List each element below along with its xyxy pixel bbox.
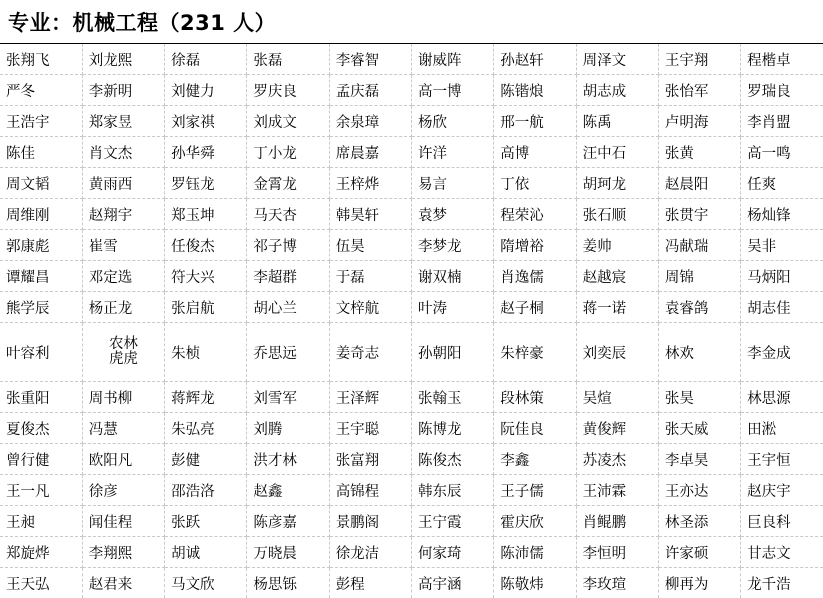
- student-name-cell[interactable]: 符大兴: [165, 261, 247, 292]
- student-name-cell[interactable]: 叶容利: [0, 323, 82, 382]
- student-name-cell[interactable]: 洪才林: [247, 444, 329, 475]
- student-name-cell[interactable]: 陈彦嘉: [247, 506, 329, 537]
- table-row: [0, 323, 823, 382]
- student-name-cell[interactable]: 杨欣: [411, 106, 493, 137]
- student-name-cell[interactable]: 周泽文: [576, 44, 658, 75]
- student-name-cell[interactable]: 刘奕辰: [576, 323, 658, 382]
- student-name-cell[interactable]: 姜帅: [576, 230, 658, 261]
- student-name-cell[interactable]: 王昶: [0, 506, 82, 537]
- student-name-cell[interactable]: 张磊: [247, 44, 329, 75]
- student-name-cell[interactable]: 曾行健: [0, 444, 82, 475]
- table-row: [0, 199, 823, 230]
- student-name-cell[interactable]: 何家琦: [411, 537, 493, 568]
- student-name-cell[interactable]: 黄俊辉: [576, 413, 658, 444]
- student-name-cell[interactable]: 夏俊杰: [0, 413, 82, 444]
- student-name-cell[interactable]: 陈博龙: [411, 413, 493, 444]
- student-name-cell[interactable]: 许洋: [411, 137, 493, 168]
- student-name-cell[interactable]: 周锦: [658, 261, 740, 292]
- student-name-cell[interactable]: 赵翔宇: [82, 199, 164, 230]
- student-name-cell[interactable]: 祁子博: [247, 230, 329, 261]
- student-name-cell[interactable]: 袁梦: [411, 199, 493, 230]
- student-name-cell[interactable]: 周书柳: [82, 382, 164, 413]
- student-name-cell[interactable]: 叶涛: [411, 292, 493, 323]
- table-row: [0, 382, 823, 413]
- student-name-cell[interactable]: 李翔熙: [82, 537, 164, 568]
- student-name-cell[interactable]: 高博: [494, 137, 576, 168]
- student-name-cell[interactable]: 罗瑞良: [741, 75, 823, 106]
- student-name-cell[interactable]: 程楷卓: [741, 44, 823, 75]
- student-name-cell[interactable]: 张贯宇: [658, 199, 740, 230]
- student-name-cell[interactable]: 程荣沁: [494, 199, 576, 230]
- student-name-cell[interactable]: 席晨嘉: [329, 137, 411, 168]
- student-name-cell[interactable]: 马文欣: [165, 568, 247, 598]
- student-name-cell[interactable]: 李新明: [82, 75, 164, 106]
- student-name-cell[interactable]: 赵庆宇: [741, 475, 823, 506]
- student-name-cell[interactable]: 孟庆磊: [329, 75, 411, 106]
- student-name-cell[interactable]: 马炳阳: [741, 261, 823, 292]
- table-row: [0, 261, 823, 292]
- student-name-cell[interactable]: 李睿智: [329, 44, 411, 75]
- student-name-cell[interactable]: 丁小龙: [247, 137, 329, 168]
- student-name-cell[interactable]: 郑玉坤: [165, 199, 247, 230]
- student-name-cell[interactable]: 张天威: [658, 413, 740, 444]
- student-name-cell[interactable]: 赵君来: [82, 568, 164, 598]
- student-name-cell[interactable]: 谢双楠: [411, 261, 493, 292]
- student-name-cell[interactable]: 刘成文: [247, 106, 329, 137]
- student-name-cell[interactable]: 高锦程: [329, 475, 411, 506]
- student-name-cell[interactable]: 吴煊: [576, 382, 658, 413]
- student-name-cell[interactable]: 陈佳: [0, 137, 82, 168]
- student-name-cell[interactable]: 周文韬: [0, 168, 82, 199]
- student-name-cell[interactable]: 王宁霞: [411, 506, 493, 537]
- student-name-cell[interactable]: 农林 虎虎: [82, 323, 164, 382]
- student-name-cell[interactable]: 王宇聪: [329, 413, 411, 444]
- student-name-cell[interactable]: 陈俊杰: [411, 444, 493, 475]
- student-name-cell[interactable]: 邢一航: [494, 106, 576, 137]
- student-name-cell[interactable]: 肖鲲鹏: [576, 506, 658, 537]
- table-row: [0, 230, 823, 261]
- student-name-cell[interactable]: 赵越宸: [576, 261, 658, 292]
- table-row: [0, 475, 823, 506]
- student-name-cell[interactable]: 李玫瑄: [576, 568, 658, 598]
- student-name-cell[interactable]: 于磊: [329, 261, 411, 292]
- student-name-cell[interactable]: 胡心兰: [247, 292, 329, 323]
- table-row: [0, 292, 823, 323]
- student-name-cell[interactable]: 赵鑫: [247, 475, 329, 506]
- student-name-cell[interactable]: 金霄龙: [247, 168, 329, 199]
- student-name-cell[interactable]: 熊学辰: [0, 292, 82, 323]
- student-name-cell[interactable]: 邵浩洛: [165, 475, 247, 506]
- student-name-cell[interactable]: 彭程: [329, 568, 411, 598]
- table-row: [0, 537, 823, 568]
- student-name-cell[interactable]: 王宇恒: [741, 444, 823, 475]
- student-name-cell[interactable]: 张翔飞: [0, 44, 82, 75]
- student-name-cell[interactable]: 谢威阵: [411, 44, 493, 75]
- student-name-cell[interactable]: 张翰玉: [411, 382, 493, 413]
- student-name-cell[interactable]: 朱桢: [165, 323, 247, 382]
- student-name-cell[interactable]: 李梦龙: [411, 230, 493, 261]
- student-name-cell[interactable]: 郭康彪: [0, 230, 82, 261]
- student-name-cell[interactable]: 王梓烨: [329, 168, 411, 199]
- student-name-cell[interactable]: 赵晨阳: [658, 168, 740, 199]
- student-name-cell[interactable]: 张黄: [658, 137, 740, 168]
- student-name-cell[interactable]: 胡志佳: [741, 292, 823, 323]
- student-name-cell[interactable]: 朱梓豪: [494, 323, 576, 382]
- student-name-cell[interactable]: 胡珂龙: [576, 168, 658, 199]
- student-name-cell[interactable]: 陈锴烺: [494, 75, 576, 106]
- student-name-cell[interactable]: 阮佳良: [494, 413, 576, 444]
- student-name-cell[interactable]: 高一鸣: [741, 137, 823, 168]
- student-name-cell[interactable]: 景鹏阁: [329, 506, 411, 537]
- page-title-row: [0, 0, 823, 44]
- student-name-cell[interactable]: 王浩宇: [0, 106, 82, 137]
- student-name-cell[interactable]: 任爽: [741, 168, 823, 199]
- student-name-cell[interactable]: 柳再为: [658, 568, 740, 598]
- student-name-cell[interactable]: 张重阳: [0, 382, 82, 413]
- student-name-cell[interactable]: 王泽辉: [329, 382, 411, 413]
- student-name-cell[interactable]: 杨正龙: [82, 292, 164, 323]
- table-row: [0, 137, 823, 168]
- student-name-cell[interactable]: 冯献瑞: [658, 230, 740, 261]
- student-name-cell[interactable]: 王亦达: [658, 475, 740, 506]
- student-name-cell[interactable]: 段林策: [494, 382, 576, 413]
- student-name-cell[interactable]: 林欢: [658, 323, 740, 382]
- table-row: [0, 568, 823, 598]
- student-name-cell[interactable]: 吴非: [741, 230, 823, 261]
- student-name-cell[interactable]: 易言: [411, 168, 493, 199]
- student-name-cell[interactable]: 马天杏: [247, 199, 329, 230]
- page-title: 专业：机械工程（231 人）: [8, 7, 276, 37]
- student-name-cell[interactable]: 姜奇志: [329, 323, 411, 382]
- student-name-cell[interactable]: 隋增裕: [494, 230, 576, 261]
- student-name-cell[interactable]: 林圣添: [658, 506, 740, 537]
- table-row: [0, 44, 823, 75]
- student-name-cell[interactable]: 陈沛儒: [494, 537, 576, 568]
- student-name-cell[interactable]: 杨思铄: [247, 568, 329, 598]
- student-name-cell[interactable]: 徐磊: [165, 44, 247, 75]
- student-name-cell[interactable]: 王天弘: [0, 568, 82, 598]
- student-name-cell[interactable]: 张怡军: [658, 75, 740, 106]
- student-name-cell[interactable]: 刘健力: [165, 75, 247, 106]
- student-name-cell[interactable]: 万晓晨: [247, 537, 329, 568]
- student-name-cell[interactable]: 郑家昱: [82, 106, 164, 137]
- student-name-cell[interactable]: 伍昊: [329, 230, 411, 261]
- student-name-cell[interactable]: 罗庆良: [247, 75, 329, 106]
- student-name-cell[interactable]: 蒋一诺: [576, 292, 658, 323]
- student-name-cell[interactable]: 王一凡: [0, 475, 82, 506]
- student-name-cell[interactable]: 霍庆欣: [494, 506, 576, 537]
- student-name-cell[interactable]: 甘志文: [741, 537, 823, 568]
- student-name-cell[interactable]: 肖逸儒: [494, 261, 576, 292]
- student-name-cell[interactable]: 邓定选: [82, 261, 164, 292]
- student-name-cell[interactable]: 张启航: [165, 292, 247, 323]
- student-name-cell[interactable]: 王宇翔: [658, 44, 740, 75]
- name-grid-table: [0, 44, 823, 598]
- student-name-cell[interactable]: 李卓昊: [658, 444, 740, 475]
- student-name-cell[interactable]: 张富翔: [329, 444, 411, 475]
- student-name-cell[interactable]: 杨灿锋: [741, 199, 823, 230]
- student-name-cell[interactable]: 李鑫: [494, 444, 576, 475]
- student-name-cell[interactable]: 韩东辰: [411, 475, 493, 506]
- student-name-cell[interactable]: 徐龙洁: [329, 537, 411, 568]
- student-name-cell[interactable]: 胡志成: [576, 75, 658, 106]
- student-name-cell[interactable]: 黄雨西: [82, 168, 164, 199]
- student-name-cell[interactable]: 李恒明: [576, 537, 658, 568]
- student-name-cell[interactable]: 彭健: [165, 444, 247, 475]
- student-name-cell[interactable]: 孙朝阳: [411, 323, 493, 382]
- student-name-cell[interactable]: 卢明海: [658, 106, 740, 137]
- student-name-cell[interactable]: 刘雪军: [247, 382, 329, 413]
- student-name-cell[interactable]: 陈敬炜: [494, 568, 576, 598]
- student-name-cell[interactable]: 赵子桐: [494, 292, 576, 323]
- student-name-cell[interactable]: 谭耀昌: [0, 261, 82, 292]
- student-name-cell[interactable]: 崔雪: [82, 230, 164, 261]
- student-name-cell[interactable]: 胡诚: [165, 537, 247, 568]
- table-row: [0, 75, 823, 106]
- student-name-cell[interactable]: 田淞: [741, 413, 823, 444]
- student-name-cell[interactable]: 郑旋烨: [0, 537, 82, 568]
- student-name-cell[interactable]: 丁依: [494, 168, 576, 199]
- student-name-cell[interactable]: 任俊杰: [165, 230, 247, 261]
- student-name-cell[interactable]: 李金成: [741, 323, 823, 382]
- student-name-cell[interactable]: 王子儒: [494, 475, 576, 506]
- student-name-cell[interactable]: 乔思远: [247, 323, 329, 382]
- student-name-cell[interactable]: 张石顺: [576, 199, 658, 230]
- student-name-cell[interactable]: 徐彦: [82, 475, 164, 506]
- student-name-cell[interactable]: 闻佳程: [82, 506, 164, 537]
- student-name-cell[interactable]: 袁睿鸽: [658, 292, 740, 323]
- student-name-cell[interactable]: 林思源: [741, 382, 823, 413]
- student-name-cell[interactable]: 刘家祺: [165, 106, 247, 137]
- student-name-cell[interactable]: 苏凌杰: [576, 444, 658, 475]
- student-name-cell[interactable]: 肖文杰: [82, 137, 164, 168]
- student-name-cell[interactable]: 文梓航: [329, 292, 411, 323]
- student-name-cell[interactable]: 冯慧: [82, 413, 164, 444]
- student-name-cell[interactable]: 许家硕: [658, 537, 740, 568]
- student-name-cell[interactable]: 巨良科: [741, 506, 823, 537]
- student-name-cell[interactable]: 刘龙熙: [82, 44, 164, 75]
- student-name-cell[interactable]: 汪中石: [576, 137, 658, 168]
- student-name-cell[interactable]: 李肖盟: [741, 106, 823, 137]
- table-row: [0, 106, 823, 137]
- student-name-cell[interactable]: 龙千浩: [741, 568, 823, 598]
- student-name-cell[interactable]: 严冬: [0, 75, 82, 106]
- student-name-cell[interactable]: 王沛霖: [576, 475, 658, 506]
- table-row: [0, 168, 823, 199]
- name-grid-body: [0, 44, 823, 598]
- student-name-cell[interactable]: 孙赵轩: [494, 44, 576, 75]
- student-name-cell[interactable]: 蒋辉龙: [165, 382, 247, 413]
- table-row: [0, 444, 823, 475]
- student-name-cell[interactable]: 张昊: [658, 382, 740, 413]
- student-name-cell[interactable]: 陈禹: [576, 106, 658, 137]
- student-name-cell[interactable]: 刘腾: [247, 413, 329, 444]
- student-name-cell[interactable]: 李超群: [247, 261, 329, 292]
- student-name-cell[interactable]: 余泉璋: [329, 106, 411, 137]
- student-name-cell[interactable]: 欧阳凡: [82, 444, 164, 475]
- student-name-cell[interactable]: 周维刚: [0, 199, 82, 230]
- student-name-cell[interactable]: 张跃: [165, 506, 247, 537]
- student-name-cell[interactable]: 孙华舜: [165, 137, 247, 168]
- student-name-cell[interactable]: 韩昊轩: [329, 199, 411, 230]
- table-row: [0, 413, 823, 444]
- student-name-cell[interactable]: 朱弘亮: [165, 413, 247, 444]
- student-name-cell[interactable]: 罗钰龙: [165, 168, 247, 199]
- student-name-cell[interactable]: 高一博: [411, 75, 493, 106]
- student-name-cell[interactable]: 高宇涵: [411, 568, 493, 598]
- table-row: [0, 506, 823, 537]
